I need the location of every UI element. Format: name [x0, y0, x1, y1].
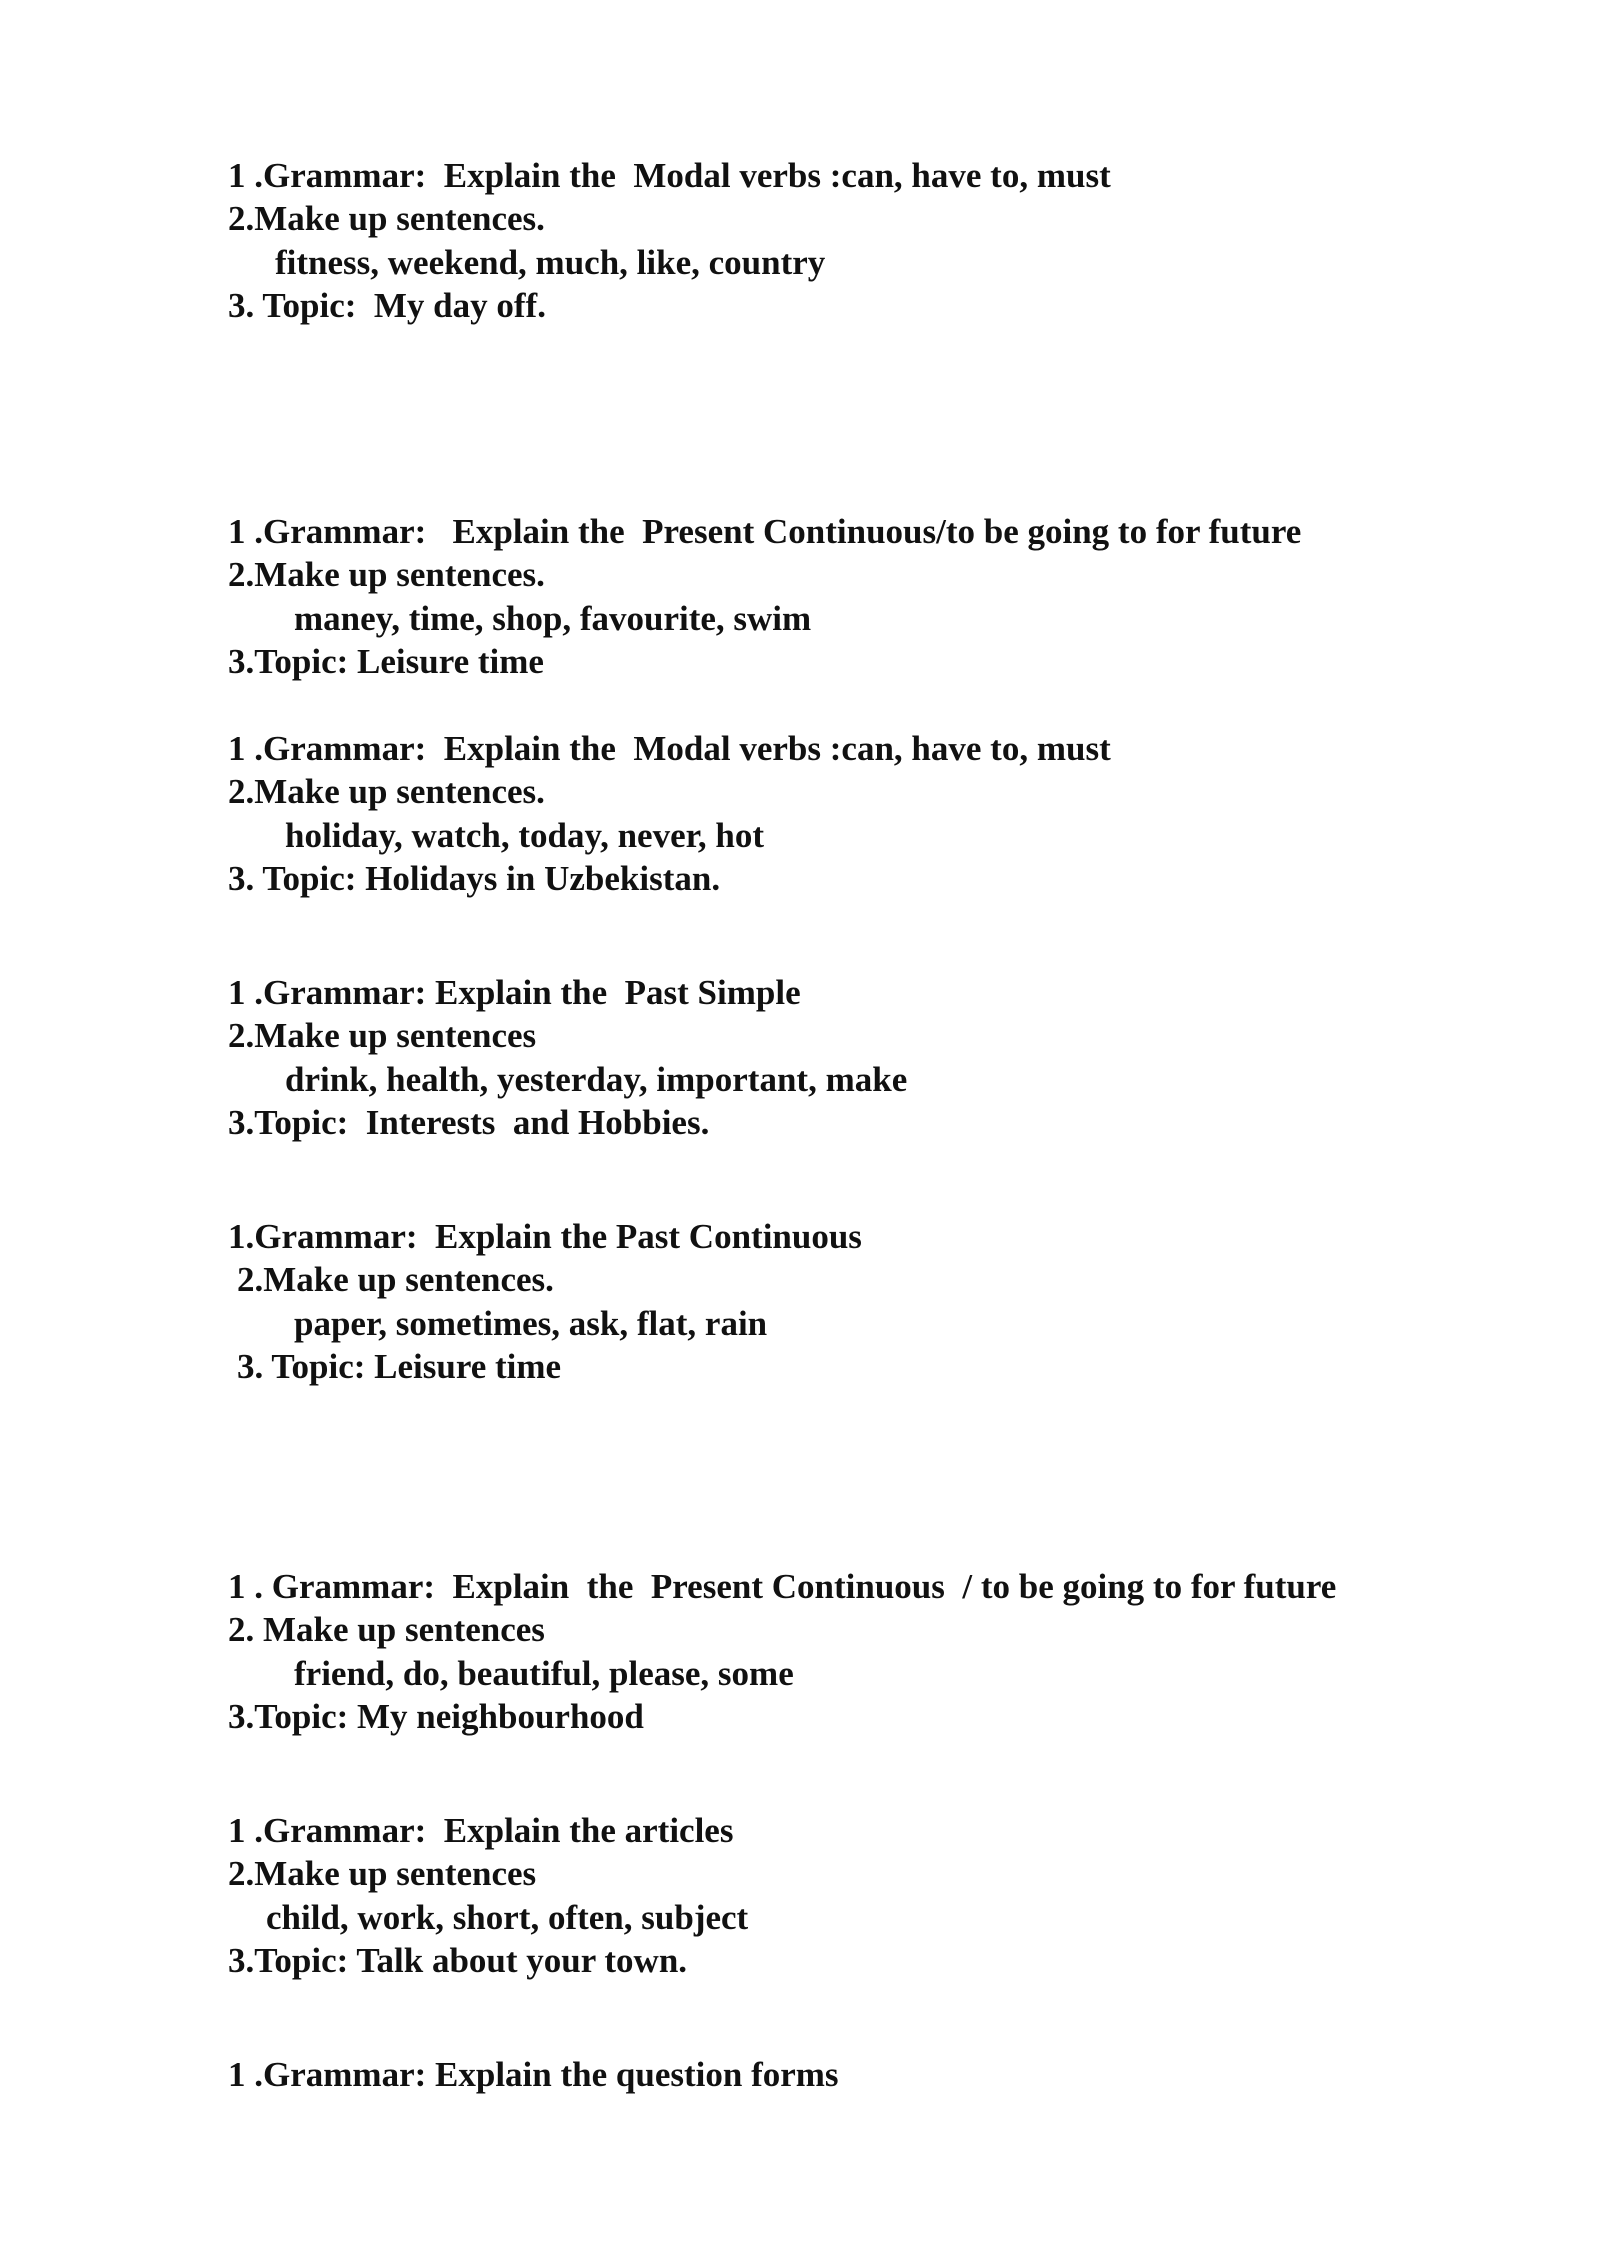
- ticket-7: [228, 1809, 1528, 1983]
- words-line: drink, health, yesterday, important, make: [285, 1059, 908, 1099]
- words-line: fitness, weekend, much, like, country: [275, 242, 826, 282]
- sentences-line: 2.Make up sentences.: [228, 555, 545, 595]
- sentences-line: 2.Make up sentences: [228, 1016, 537, 1056]
- sentences-line: 2.Make up sentences: [228, 1854, 537, 1894]
- words-line: holiday, watch, today, never, hot: [285, 815, 765, 855]
- topic-line: 3.Topic: Talk about your town.: [228, 1941, 688, 1981]
- grammar-line: 1.Grammar: Explain the Past Continuous: [228, 1217, 862, 1256]
- ticket-3: [228, 727, 1528, 901]
- topic-line: 3. Topic: Leisure time: [237, 1347, 562, 1387]
- grammar-line: 1 .Grammar: Explain the articles: [228, 1811, 734, 1850]
- grammar-line: 1 .Grammar: Explain the Past Simple: [228, 973, 801, 1012]
- sentences-line: 2.Make up sentences.: [228, 772, 545, 812]
- grammar-line: 1 . Grammar: Explain the Present Continuous / to be going to for future: [228, 1567, 1337, 1606]
- sentences-line: 2.Make up sentences.: [237, 1260, 554, 1300]
- grammar-line: 1 .Grammar: Explain the question forms: [228, 2055, 839, 2094]
- topic-line: 3.Topic: My neighbourhood: [228, 1697, 644, 1737]
- ticket-8: [228, 2053, 1528, 2096]
- ticket-6: [228, 1565, 1528, 1739]
- ticket-4: [228, 971, 1528, 1145]
- grammar-line: 1 .Grammar: Explain the Present Continuous/to be going to for future: [228, 512, 1302, 551]
- grammar-line: 1 .Grammar: Explain the Modal verbs :can, have to, must: [228, 156, 1111, 195]
- words-line: paper, sometimes, ask, flat, rain: [294, 1303, 768, 1343]
- words-line: maney, time, shop, favourite, swim: [294, 598, 812, 638]
- ticket-1: [228, 154, 1528, 328]
- grammar-line: 1 .Grammar: Explain the Modal verbs :can, have to, must: [228, 729, 1111, 768]
- topic-line: 3.Topic: Leisure time: [228, 642, 544, 682]
- ticket-2: [228, 510, 1528, 684]
- words-line: friend, do, beautiful, please, some: [294, 1653, 794, 1693]
- ticket-5: [228, 1215, 1528, 1389]
- topic-line: 3. Topic: Holidays in Uzbekistan.: [228, 859, 721, 899]
- topic-line: 3.Topic: Interests and Hobbies.: [228, 1103, 710, 1143]
- sentences-line: 2.Make up sentences.: [228, 199, 545, 239]
- sentences-line: 2. Make up sentences: [228, 1610, 545, 1650]
- topic-line: 3. Topic: My day off.: [228, 286, 546, 326]
- words-line: child, work, short, often, subject: [266, 1897, 749, 1937]
